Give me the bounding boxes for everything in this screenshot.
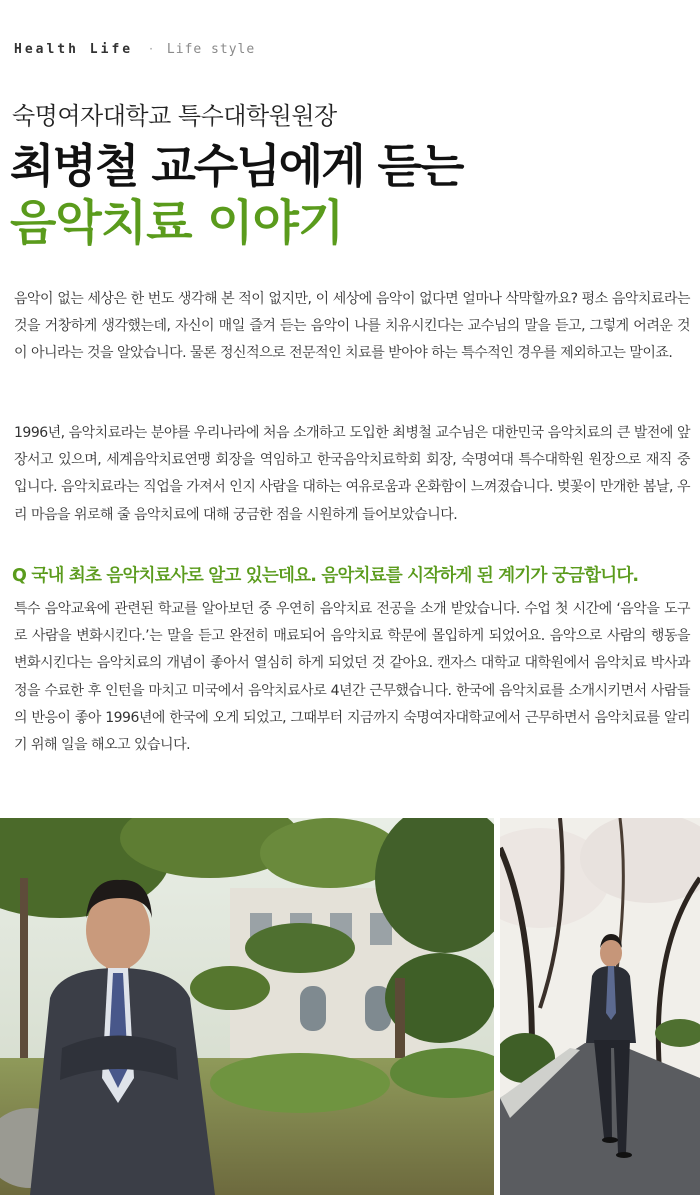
section-label: Life style [166, 41, 256, 57]
magazine-header [14, 38, 255, 60]
article-kicker: 숙명여자대학교 특수대학원원장 [12, 102, 337, 130]
intro-paragraph-1: 음악이 없는 세상은 한 번도 생각해 본 적이 없지만, 이 세상에 음악이 없다면 얼마나 삭막할까요? 평소 음악치료라는 것을 거창하게 생각했는데, 자신이 매일 즐겨 듣는 음악이 나를 치유시킨다는 교수님의 말을 듣고, 그렇게 어려운 것이 아니라는 것을 알았습니다. 물론 정신적으로 전문적인 치료를 받아야 하는 특수적인 경우를 제외하고는 말이죠. [14, 291, 690, 362]
article-title-line1: 최병철 교수님에게 듣는 [10, 139, 463, 193]
professor-portrait-photo [0, 818, 494, 1195]
cherry-blossom-path-illustration [500, 818, 700, 1195]
professor-walking-photo [500, 818, 700, 1195]
intro-paragraph-2: 1996년, 음악치료라는 분야를 우리나라에 처음 소개하고 도입한 최병철 교수님은 대한민국 음악치료의 큰 발전에 앞장서고 있으며, 세계음악치료연맹 회장을 역임하고 한국음악치료학회 회장, 숙명여대 특수대학원 원장으로 재직 중입니다. 음악치료라는 직업을 가져서 인지 사람을 대하는 여유로움과 온화함이 느껴졌습니다. 벚꽃이 만개한 봄날, 우리 마음을 위로해 줄 음악치료에 대해 궁금한 점을 시원하게 들어보았습니다. [14, 425, 690, 523]
interview-question: Q 국내 최초 음악치료사로 알고 있는데요. 음악치료를 시작하게 된 계기가 궁금합니다. [12, 566, 639, 586]
header-separator: · [149, 42, 153, 56]
article-title-line2: 음악치료 이야기 [10, 195, 344, 251]
interview-answer: 특수 음악교육에 관련된 학교를 알아보던 중 우연히 음악치료 전공을 소개 받았습니다. 수업 첫 시간에 ‘음악을 도구로 사람을 변화시킨다.’는 말을 듣고 완전히 매료되어 음악치료 학문에 몰입하게 되었어요. 음악으로 사람의 행동을 변화시킨다는 음악치료의 개념이 좋아서 열심히 하게 되었던 것 같아요. 캔자스 대학교 대학원에서 음악치료 박사과정을 수료한 후 인턴을 마치고 미국에서 음악치료사로 4년간 근무했습니다. 한국에 음악치료를 소개시키면서 사람들의 반응이 좋아 1996년에 한국에 오게 되었고, 그때부터 지금까지 숙명여자대학교에서 근무하면서 음악치료를 알리기 위해 일을 해오고 있습니다. [14, 601, 690, 754]
garden-portrait-illustration [0, 818, 494, 1195]
brand-label: Health Life [14, 41, 134, 57]
